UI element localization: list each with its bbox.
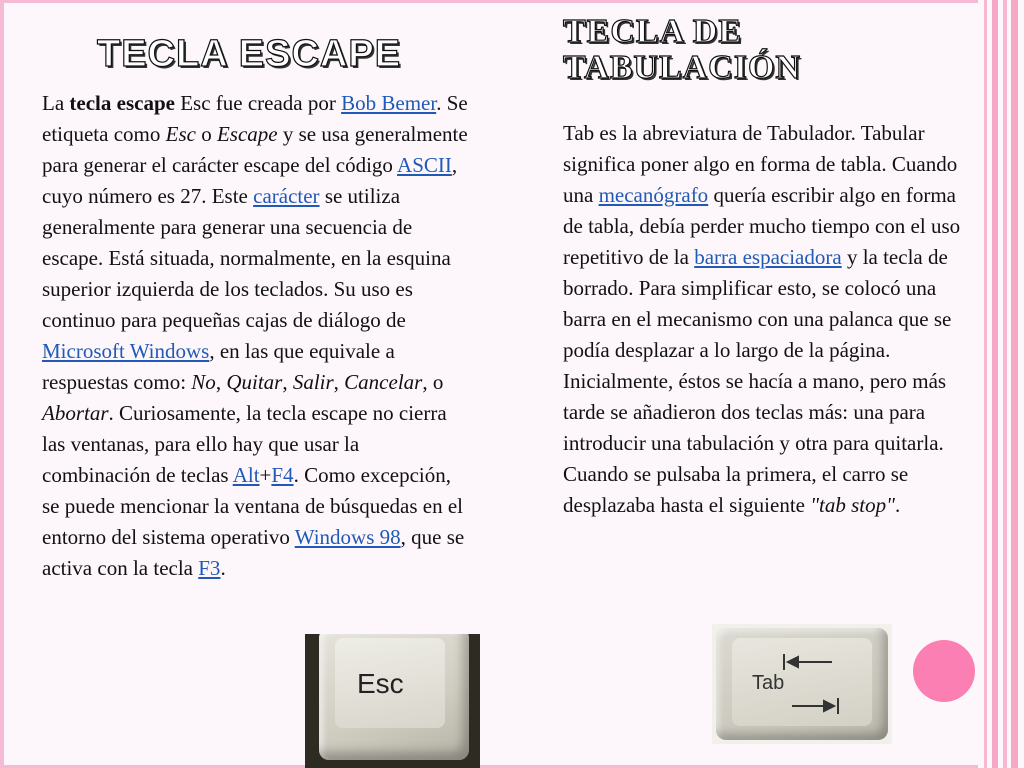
italic-term: Cancelar — [344, 370, 423, 394]
text-run: . Como excepción, se puede mencionar la ventana de búsquedas en el entorno del sistema operativo — [42, 463, 463, 549]
title-line-1: TECLA DE — [563, 13, 742, 50]
frame-left-border — [0, 0, 4, 768]
italic-term: Salir — [292, 370, 334, 394]
tab-key-label: Tab — [752, 672, 785, 694]
text-run: , — [333, 370, 345, 394]
link-windows-98[interactable]: Windows 98 — [294, 525, 401, 549]
esc-key-label: Esc — [357, 668, 404, 699]
text-run: , — [282, 370, 293, 394]
tab-left-arrowhead-icon — [788, 657, 798, 667]
tab-right-arrowhead-icon — [824, 701, 834, 711]
text-run: La — [42, 91, 70, 115]
link-microsoft-windows[interactable]: Microsoft Windows — [42, 339, 210, 363]
text-run: y la tecla de borrado. Para simplificar esto, se colocó una barra en el mecanismo con una palanca que se podía desplazar a lo largo de la página. Inicialmente, éstos se hacía a mano, pero más tarde se añadieron dos teclas más: una para introducir una tabulación y otra para quitarla. Cuando se pulsaba la primera, el carro se desplazaba hasta el siguiente — [563, 245, 952, 517]
link-f3[interactable]: F3 — [198, 556, 221, 580]
text-run: se utiliza generalmente para generar una secuencia de escape. Está situada, normalmente, en la esquina superior izquierda de los teclados. Su uso es continuo para pequeñas cajas de diálogo de — [42, 184, 451, 332]
title-tecla-escape: TECLA ESCAPE — [97, 33, 402, 75]
link-alt[interactable]: Alt — [232, 463, 260, 487]
italic-term: Quitar — [226, 370, 283, 394]
italic-term: Abortar — [42, 401, 109, 425]
italic-term: Escape — [216, 122, 278, 146]
frame-top-border — [0, 0, 1024, 3]
text-run: . Se etiqueta como — [42, 91, 468, 146]
esc-keycap — [319, 634, 469, 760]
title-line-2: TABULACIÓN — [563, 49, 801, 86]
link-ascii[interactable]: ASCII — [397, 153, 452, 177]
text-run: y se usa generalmente para generar el carácter escape del código — [42, 122, 468, 177]
text-run: , en las que equivale a respuestas como: — [42, 339, 395, 394]
text-run: Tab es la abreviatura de Tabulador. Tabular significa poner algo en forma de tabla. Cuando una — [563, 121, 958, 207]
link-barra-espaciadora[interactable]: barra espaciadora — [694, 245, 842, 269]
text-run: , o — [422, 370, 444, 394]
text-run: . — [220, 556, 226, 580]
text-run: Esc fue creada por — [174, 91, 342, 115]
text-run: , cuyo número es 27. Este — [42, 153, 458, 208]
text-run: + — [259, 463, 272, 487]
tab-key-image — [712, 624, 892, 744]
tab-arrows-icon — [712, 624, 892, 744]
text-run: . — [894, 493, 901, 517]
link-mecanografo[interactable]: mecanógrafo — [598, 183, 709, 207]
decorative-side-stripes — [978, 0, 1024, 768]
link-f4[interactable]: F4 — [271, 463, 294, 487]
italic-term: No — [191, 370, 216, 394]
esc-key-image — [305, 634, 480, 768]
italic-term: "tab stop" — [810, 493, 895, 517]
link-caracter[interactable]: carácter — [253, 184, 320, 208]
text-run: quería escribir algo en forma de tabla, debía perder mucho tiempo con el uso repetitivo de la — [563, 183, 961, 269]
link-bob-bemer[interactable]: Bob Bemer — [341, 91, 437, 115]
text-run: , que se activa con la tecla — [42, 525, 465, 580]
italic-term: Esc — [165, 122, 196, 146]
esc-keycap-top — [335, 638, 445, 728]
text-run: . Curiosamente, la tecla escape no cierra las ventanas, para ello hay que usar la combinación de teclas — [42, 401, 447, 487]
text-run: o — [195, 122, 217, 146]
escape-paragraph — [42, 88, 472, 584]
text-run: , — [215, 370, 227, 394]
tab-paragraph — [563, 118, 973, 521]
title-tecla-tabulacion — [563, 14, 863, 86]
bold-term: tecla escape — [69, 91, 175, 115]
decorative-pink-circle — [913, 640, 975, 702]
